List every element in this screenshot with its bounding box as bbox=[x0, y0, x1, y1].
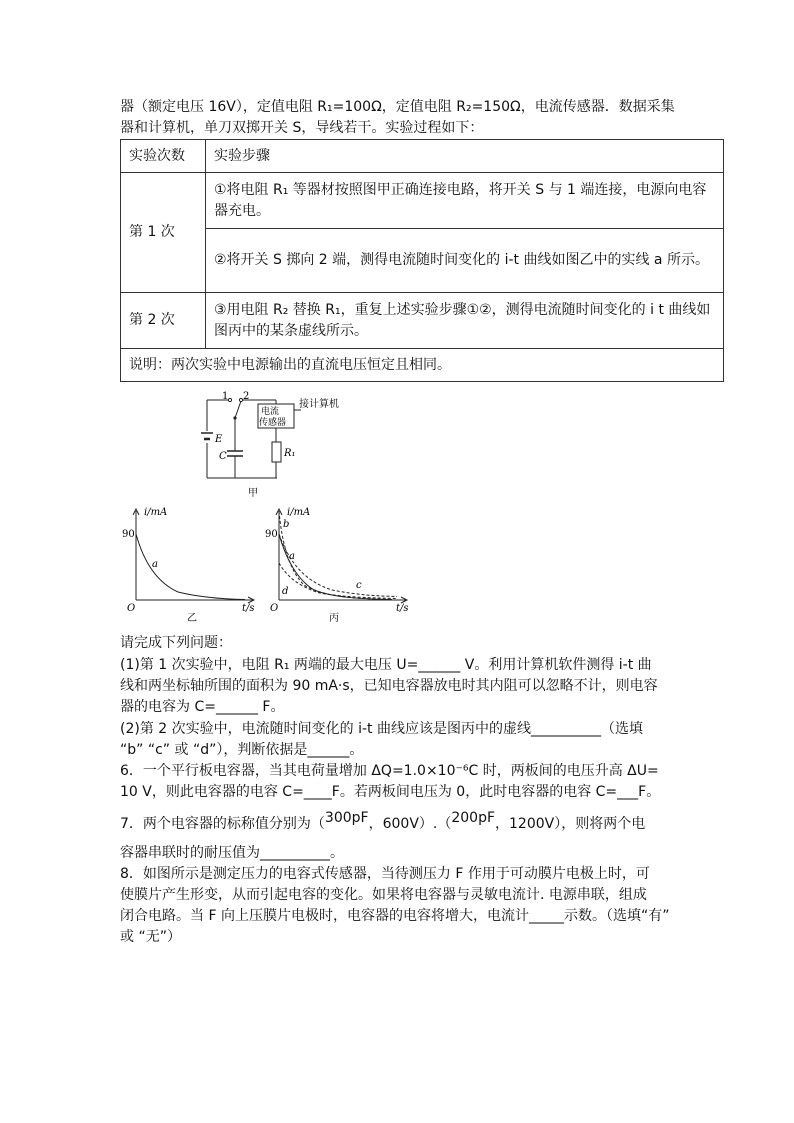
capacitor-1-rating: 300pF bbox=[324, 810, 369, 826]
curve-d-label: d bbox=[282, 586, 289, 597]
origin-label: O bbox=[270, 603, 279, 614]
question-2-line-a: (2)第 2 次实验中，电流随时间变化的 i-t 曲线应该是图丙中的虚线__________（选填 bbox=[120, 721, 643, 737]
problem-7-middle-1: ，600V）.（ bbox=[368, 816, 452, 832]
problem-8-line-d: 或 “无”） bbox=[120, 929, 181, 945]
circuit-diagram bbox=[195, 390, 355, 500]
curve-c-label: c bbox=[356, 580, 362, 591]
origin-label: O bbox=[127, 603, 136, 614]
table-row bbox=[121, 173, 724, 229]
circuit-caption: 甲 bbox=[248, 488, 258, 499]
table-row bbox=[121, 293, 724, 349]
problem-8-line-c: 闭合电路。当 F 向上压膜片电极时，电容器的电容将增大，电流计_____示数。（选填“有” bbox=[120, 908, 670, 924]
y-axis-label: i/mA bbox=[144, 507, 168, 518]
header-experiment-steps: 实验步骤 bbox=[206, 140, 724, 173]
row2-step bbox=[206, 293, 724, 349]
row2-step-line-b: 图丙中的某条虚线所示。 bbox=[214, 322, 368, 339]
row1-step1-line-b: 器充电。 bbox=[214, 202, 270, 219]
problem-7-line-a bbox=[120, 810, 646, 834]
battery-label: E bbox=[215, 434, 223, 445]
curve-a-label: a bbox=[289, 551, 295, 562]
table-note-row bbox=[121, 349, 724, 382]
y-value-label: 90 bbox=[122, 529, 135, 540]
header-experiment-count: 实验次数 bbox=[121, 140, 206, 173]
table-row bbox=[121, 229, 724, 293]
y-axis-label: i/mA bbox=[287, 507, 311, 518]
graph-bing bbox=[262, 505, 417, 627]
question-1-line-c: 器的电容为 C=______ F。 bbox=[120, 699, 285, 715]
intro-line-1: 器（额定电压 16V），定值电阻 R₁=100Ω，定值电阻 R₂=150Ω，电流传感器．数据采集 bbox=[120, 99, 675, 115]
problem-7-middle-2: ，1200V），则将两个电 bbox=[495, 816, 646, 832]
experiment-table bbox=[120, 139, 724, 382]
curve-b-label: b bbox=[283, 519, 290, 530]
x-axis-label: t/s bbox=[242, 603, 255, 614]
curve-d bbox=[279, 563, 397, 599]
question-2-line-b: “b” “c” 或 “d”），判断依据是______。 bbox=[120, 742, 364, 758]
problem-8-line-a: 8．如图所示是测定压力的电容式传感器，当待测压力 F 作用于可动膜片电极上时，可 bbox=[120, 866, 650, 882]
intro-line-2: 器和计算机，单刀双掷开关 S，导线若干。实验过程如下： bbox=[120, 120, 484, 136]
table-header-row bbox=[121, 140, 724, 173]
sensor-label-line-2: 传感器 bbox=[259, 418, 287, 428]
curve-c bbox=[279, 534, 397, 597]
graph-yi bbox=[120, 505, 270, 627]
capacitor-label: C bbox=[219, 451, 227, 462]
curve-b bbox=[279, 511, 392, 600]
problem-7-line-b: 容器串联时的耐压值为__________。 bbox=[120, 845, 344, 861]
row1-step2: ②将开关 S 掷向 2 端，测得电流随时间变化的 i-t 曲线如图乙中的实线 a 所示。 bbox=[206, 229, 724, 293]
row2-label: 第 2 次 bbox=[121, 293, 206, 349]
capacitor-2-rating: 200pF bbox=[451, 810, 496, 826]
graph-yi-caption: 乙 bbox=[187, 613, 197, 624]
to-computer-label: 接计算机 bbox=[299, 399, 339, 410]
row2-step-line-a: ③用电阻 R₂ 替换 R₁，重复上述实验步骤①②，测得电流随时间变化的 i t 曲线如 bbox=[214, 301, 711, 318]
terminal-2-label: 2 bbox=[243, 391, 250, 402]
terminal-1-label: 1 bbox=[222, 391, 229, 402]
questions-prompt: 请完成下列问题： bbox=[120, 635, 232, 651]
table-note: 说明：两次实验中电源输出的直流电压恒定且相同。 bbox=[121, 349, 724, 382]
sensor-label-line-1: 电流 bbox=[261, 407, 280, 417]
curve-a bbox=[279, 534, 392, 600]
row1-step1 bbox=[206, 173, 724, 229]
curve-a-label: a bbox=[152, 559, 158, 570]
resistor-label: R₁ bbox=[284, 448, 296, 459]
question-1-line-b: 线和两坐标轴所围的面积为 90 mA·s，已知电容器放电时其内阻可以忽略不计，则电容 bbox=[120, 678, 658, 694]
x-axis-label: t/s bbox=[396, 603, 409, 614]
problem-8-line-b: 使膜片产生形变，从而引起电容的变化。如果将电容器与灵敏电流计. 电源串联，组成 bbox=[120, 887, 647, 903]
row1-label: 第 1 次 bbox=[121, 173, 206, 293]
row1-step1-line-a: ①将电阻 R₁ 等器材按照图甲正确连接电路，将开关 S 与 1 端连接，电源向电容 bbox=[214, 181, 707, 198]
problem-6-line-b: 10 V，则此电容器的电容 C=____F。若两板间电压为 0，此时电容器的电容 C=___F。 bbox=[120, 784, 661, 800]
graph-bing-caption: 丙 bbox=[329, 613, 339, 624]
problem-6-line-a: 6．一个平行板电容器，当其电荷量增加 ΔQ=1.0×10⁻⁶C 时，两板间的电压升高 ΔU= bbox=[120, 763, 659, 779]
problem-7-prefix: 7．两个电容器的标称值分别为（ bbox=[120, 816, 325, 832]
y-value-label: 90 bbox=[265, 529, 278, 540]
question-1-line-a: (1)第 1 次实验中，电阻 R₁ 两端的最大电压 U=______ V。利用计算机软件测得 i-t 曲 bbox=[120, 657, 652, 673]
